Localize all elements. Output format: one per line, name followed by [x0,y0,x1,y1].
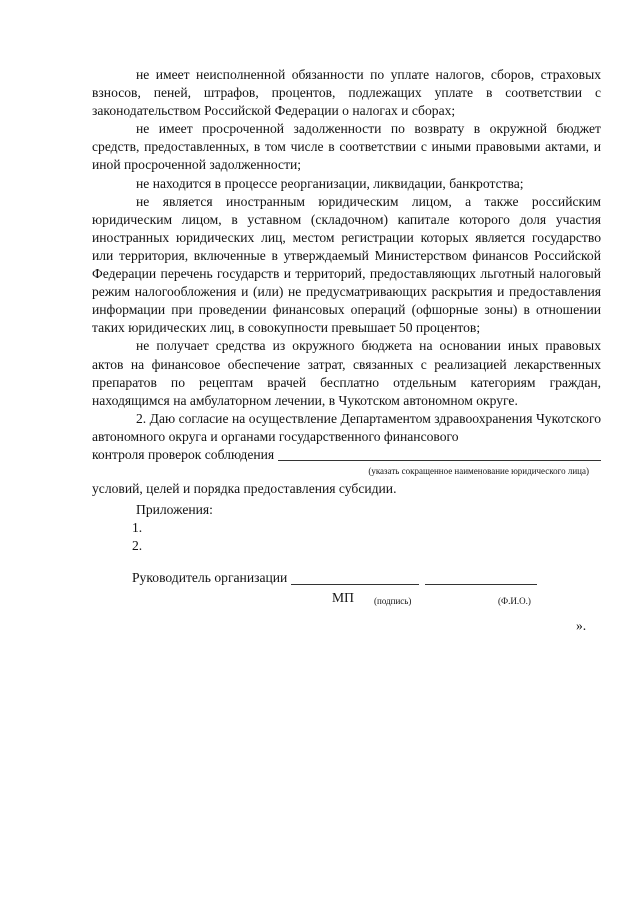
organization-name-blank [278,448,601,461]
consent-line-prefix: контроля проверок соблюдения [92,446,275,462]
appendix-item-1: 1. [132,520,143,536]
full-name-caption: (Ф.И.О.) [498,595,531,606]
signature-captions [92,588,601,606]
consent-continuation: условий, целей и порядка предоставления субсидии. [92,481,397,497]
paragraph-no-tax-debt: не имеет неисполненной обязанности по уплате налогов, сборов, страховых взносов, пеней, штрафов, процентов, подлежащих уплате в соответствии с законодательством Российской Федерации о налогах и сборах; [92,67,601,119]
signature-row [92,569,601,587]
paragraph-no-budget-debt: не имеет просроченной задолженности по возврату в окружной бюджет средств, предоставленных, в том числе в соответствии с иными правовыми актами, и иной просроченной задолженности; [92,121,601,173]
consent-fill-row [92,446,601,464]
paragraph-no-reorganization: не находится в процессе реорганизации, ликвидации, банкротства; [136,175,524,191]
appendix-item-2: 2. [132,538,143,554]
stamp-mark: МП [332,589,354,605]
signature-caption: (подпись) [374,595,412,606]
consent-paragraph: 2. Даю согласие на осуществление Департаментом здравоохранения Чукотского автономного округа и органами государственного финансового [92,410,601,444]
organization-name-caption: (указать сокращенное наименование юридического лица) [368,466,589,477]
paragraph-not-foreign-entity: не является иностранным юридическим лицом, а также российским юридическим лицом, в уставном (складочном) капитале которого доля участия иностранных юридических лиц, местом регистрации которых является государство или территория, включенные в утверждаемый Министерством финансов Российской Федерации перечень государств и территорий, предоставляющих льготный налоговый режим налогообложения и (или) не предусматривающих раскрытия и предоставления информации при проведении финансовых операций (офшорные зоны) в отношении таких юридических лиц, в совокупности превышает 50 процентов; [92,193,601,336]
signature-blank [291,572,419,585]
paragraph-no-other-funds: не получает средства из окружного бюджета на основании иных правовых актов на финансовое обеспечение затрат, связанных с реализацией лекарственных препаратов по рецептам врачей бесплатно отдельным категориям граждан, находящимся на амбулаторном лечении, в Чукотском автономном округе. [92,338,601,408]
document-body [92,66,601,606]
appendix-title: Приложения: [136,502,213,518]
signature-label: Руководитель организации [132,570,288,586]
full-name-blank [425,572,537,585]
closing-quote-mark: ». [576,618,587,633]
